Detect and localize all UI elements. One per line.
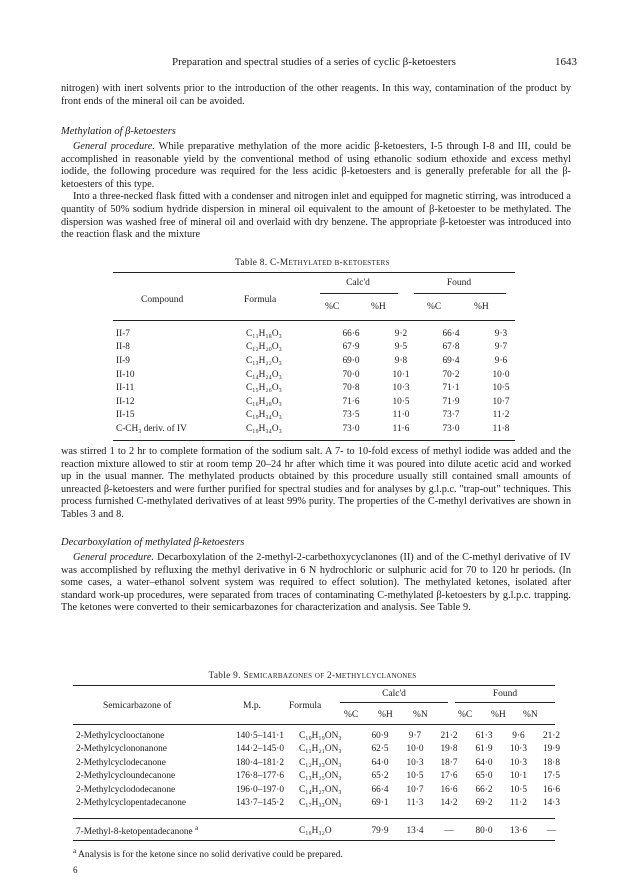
methylation-heading: Methylation of β-ketoesters xyxy=(61,126,176,137)
table-cell: 10·3 xyxy=(406,757,424,768)
table-cell: C₁₇H₃₃ON₃ xyxy=(299,798,342,809)
table-cell: C₁₁H₂₁ON₃ xyxy=(299,744,342,755)
table-cell: 2-Methylcyclopentadecanone xyxy=(76,798,186,809)
table-cell: 10·7 xyxy=(406,784,424,795)
table-9-top-rule xyxy=(73,685,555,686)
table-8-top-rule xyxy=(113,272,515,273)
table-cell: 19·8 xyxy=(440,744,458,755)
general-procedure-label: General procedure. xyxy=(73,141,155,152)
methylation-text: While preparative methylation of the more acidic β-ketoesters, I-5 through I-8 and III, could be accomplished in reasonable yield by the conventional method of using ethanolic sodium ethoxide and excess methyl iodide, the following procedure was required for the less acidic β-ketoesters and is generally preferable for all the β-ketoesters of this type. xyxy=(61,141,571,190)
table-cell: 69·1 xyxy=(371,798,389,809)
methylation-paragraph xyxy=(61,141,571,191)
table-cell: 14·3 xyxy=(542,798,561,809)
methylation-section xyxy=(61,125,571,242)
table-cell: 9·2 xyxy=(394,328,408,339)
table-row xyxy=(76,729,568,743)
table-cell: 2-Methylcyclononanone xyxy=(76,744,167,755)
table-cell: 17·6 xyxy=(440,771,458,782)
table-cell: 73·0 xyxy=(342,423,360,434)
table-cell: C₁₂H₂₀O₃ xyxy=(246,342,282,353)
table-cell: 10·3 xyxy=(509,757,528,768)
table-cell: 18·7 xyxy=(440,757,458,768)
table-9-number: Table 9. xyxy=(208,671,241,681)
table-cell: 144·2–145·0 xyxy=(236,744,285,755)
table-cell: 66·6 xyxy=(342,328,360,339)
table-cell: 10·5 xyxy=(392,396,410,407)
table-8-calc-h-head: %H xyxy=(371,302,386,312)
table-cell: C₁₆H₃₂O xyxy=(299,825,332,836)
table-cell: II-7 xyxy=(116,328,130,339)
table-cell: 17·5 xyxy=(542,771,561,782)
table-8-found-head: Found xyxy=(446,278,472,288)
table-cell: 9·6 xyxy=(512,730,525,741)
printer-mark: 6 xyxy=(73,865,78,875)
table-cell: 61·9 xyxy=(475,744,493,755)
table-8-caption xyxy=(0,257,625,269)
table-row xyxy=(116,381,516,395)
table-row xyxy=(116,395,516,409)
paragraph-top: nitrogen) with inert solvents prior to the introduction of the other reagents. In this way, contamination of the product by front ends of the mineral oil can be avoided. xyxy=(61,83,571,107)
table-9-bottom-rule xyxy=(73,840,555,841)
decarboxylation-text: Decarboxylation of the 2-methyl-2-carbethoxycyclanones (II) and of the C-methyl derivative of IV was accomplished by refluxing the methyl derivative in 6 N hydrochloric or sulphuric acid for 70 to 120 hr periods. (In some cases, a water–ethanol solvent system was required to effect solution). The methylated ketones, isolated after standard work-up procedures, were separated from traces of contaminating C-methylated β-ketoesters by g.l.p.c. trapping. The ketones were converted to their semicarbazones for characterization and analysis. See Table 9. xyxy=(61,552,571,614)
table-cell: 2-Methylcyclododecanone xyxy=(76,784,176,795)
table-cell: C-CH₃ deriv. of IV xyxy=(116,423,187,434)
table-8-head-rule xyxy=(113,320,515,321)
text-block-top xyxy=(61,83,571,108)
table-9-col-semicarbazone: Semicarbazone of xyxy=(103,701,172,711)
table-cell: 13·4 xyxy=(406,825,424,836)
table-row xyxy=(76,770,568,784)
table-cell: — xyxy=(444,825,454,836)
table-cell: 11·6 xyxy=(392,423,410,434)
table-cell: 143·7–145·2 xyxy=(236,798,285,809)
table-cell: 66·4 xyxy=(371,784,389,795)
table-8-col-formula: Formula xyxy=(244,295,277,305)
table-9-found-n-head: %N xyxy=(523,710,538,720)
table-cell: 73·5 xyxy=(342,410,360,421)
table-cell: 70·8 xyxy=(342,383,360,394)
table-cell: 11·3 xyxy=(406,798,424,809)
table-cell: C₁₄H₂₄O₃ xyxy=(246,369,282,380)
footnote-marker: a xyxy=(73,847,77,855)
table-row xyxy=(76,824,568,837)
running-title: Preparation and spectral studies of a series of cyclic β-ketoesters xyxy=(172,56,456,68)
table-cell: C₁₂H₂₃ON₃ xyxy=(299,757,342,768)
table-cell: 196·0–197·0 xyxy=(236,784,285,795)
table-cell: 7-Methyl-8-ketopentadecanone xyxy=(76,827,193,838)
table-cell: 18·8 xyxy=(542,757,561,768)
table-9-title: Semicarbazones of 2-methylcyclanones xyxy=(243,671,417,681)
table-cell: 9·7 xyxy=(494,342,508,353)
table-cell: 10·3 xyxy=(392,383,410,394)
table-9-footnote xyxy=(73,845,343,861)
table-cell xyxy=(236,824,299,837)
table-cell: II-9 xyxy=(116,355,130,366)
table-8-calcd-head: Calc'd xyxy=(346,278,370,288)
footnote-text: Analysis is for the ketone since no solid derivative could be prepared. xyxy=(76,850,343,861)
table-row xyxy=(116,368,516,382)
table-cell: 2-Methylcyclooctanone xyxy=(76,730,165,741)
table-cell: 71·1 xyxy=(442,383,460,394)
table-row xyxy=(116,327,516,341)
table-row xyxy=(76,743,568,757)
table-cell: 70·0 xyxy=(342,369,360,380)
table-cell: II-8 xyxy=(116,342,130,353)
table-row xyxy=(76,756,568,770)
table-cell: C₁₃H₂₂O₃ xyxy=(246,355,282,366)
table-cell: C₁₆H₂₈O₃ xyxy=(246,396,282,407)
table-8-bottom-rule xyxy=(113,440,515,441)
table-cell: 67·8 xyxy=(442,342,460,353)
table-cell: 11·2 xyxy=(492,410,510,421)
table-9-found-head: Found xyxy=(492,689,518,699)
table-cell: 11·2 xyxy=(510,798,527,809)
table-cell: 65·2 xyxy=(371,771,389,782)
table-row xyxy=(116,409,516,423)
table-9-calcd-rule xyxy=(340,702,448,703)
table-9-caption xyxy=(0,670,625,682)
table-8-title: C-Methylated β-ketoesters xyxy=(270,258,390,268)
table-cell: 2-Methylcyclodecanone xyxy=(76,757,166,768)
table-cell: 10·1 xyxy=(509,771,528,782)
table-cell: 10·5 xyxy=(406,771,424,782)
table-8-calc-c-head: %C xyxy=(325,302,340,312)
table-cell: 65·0 xyxy=(475,771,493,782)
table-cell: 69·0 xyxy=(342,355,360,366)
table-cell: 71·6 xyxy=(342,396,360,407)
table-row xyxy=(76,783,568,797)
table-cell: 14·2 xyxy=(440,798,458,809)
table-cell: 9·8 xyxy=(394,355,408,366)
table-9-calcd-head: Calc'd xyxy=(382,689,406,699)
table-cell: 19·9 xyxy=(542,744,561,755)
table-cell: 64·0 xyxy=(475,757,493,768)
table-cell: 10·0 xyxy=(492,369,510,380)
table-cell: 10·0 xyxy=(406,744,424,755)
table-cell: C₁₀H₁₉ON₃ xyxy=(299,730,342,741)
table-cell: C₁₅H₂₆O₃ xyxy=(246,383,282,394)
table-9-head-rule xyxy=(73,724,555,725)
table-cell: 9·3 xyxy=(494,328,508,339)
paragraph-after-table-8: was stirred 1 to 2 hr to complete formation of the sodium salt. A 7- to 10-fold excess of methyl iodide was added and the reaction mixture allowed to stir at room temp 20–24 hr after which time it was poured into dilute acetic acid and worked up in the usual manner. The methylated products obtained by this procedure usually still contained small amounts of unreacted β-ketoesters and were further purified for spectral studies and for analyses by g.l.p.c. "trap-out" techniques. This process furnished C-methylated derivatives of at least 99% purity. The properties of the C-methyl derivatives are shown in Tables 3 and 8. xyxy=(61,446,571,520)
table-cell: 180·4–181·2 xyxy=(236,757,285,768)
table-8-found-c-head: %C xyxy=(427,302,442,312)
table-cell: 71·9 xyxy=(442,396,460,407)
table-cell: 140·5–141·1 xyxy=(236,730,285,741)
table-9-col-mp: M.p. xyxy=(243,701,261,711)
table-9-col-formula: Formula xyxy=(289,701,322,711)
table-8-calcd-rule xyxy=(320,293,398,294)
table-cell: C₁₄H₂₇ON₃ xyxy=(299,784,342,795)
methylation-paragraph-2: Into a three-necked flask fitted with a condenser and nitrogen inlet and equipped for magnetic stirring, was introduced a quantity of 50% sodium hydride dispersion in mineral oil equivalent to the amount of β-ketoester to be methylated. The dispersion was washed free of mineral oil and overlaid with dry benzene. The appropriate β-ketoester was introduced into the reaction flask and the mixture xyxy=(61,191,571,241)
table-cell: 79·9 xyxy=(371,825,389,836)
decarboxylation-section xyxy=(61,536,571,615)
table-8 xyxy=(116,327,516,436)
table-cell: 69·2 xyxy=(475,798,493,809)
table-cell: 10·3 xyxy=(509,744,528,755)
table-cell: 21·2 xyxy=(542,730,561,741)
table-cell: 9·5 xyxy=(394,342,408,353)
decarboxylation-heading: Decarboxylation of methylated β-ketoesters xyxy=(61,537,245,548)
table-9-calc-n-head: %N xyxy=(413,710,428,720)
footnote-marker: a xyxy=(195,824,199,832)
table-cell: 2-Methylcycloundecanone xyxy=(76,771,176,782)
table-cell: 10·5 xyxy=(509,784,528,795)
table-cell: 67·9 xyxy=(342,342,360,353)
table-cell: 73·7 xyxy=(442,410,460,421)
table-row xyxy=(116,422,516,436)
table-row xyxy=(76,797,568,811)
table-cell: 60·9 xyxy=(371,730,389,741)
table-8-number: Table 8. xyxy=(235,258,268,268)
general-procedure-label-2: General procedure. xyxy=(73,552,154,563)
table-cell: 9·7 xyxy=(408,730,422,741)
text-block-middle xyxy=(61,446,571,522)
table-cell: 176·8–177·6 xyxy=(236,771,285,782)
table-cell: 21·2 xyxy=(440,730,458,741)
running-head xyxy=(0,55,625,69)
table-cell: 10·1 xyxy=(392,369,410,380)
table-cell: C₁₉H₃₄O₃ xyxy=(246,423,282,434)
table-cell: 10·7 xyxy=(492,396,510,407)
table-9-found-c-head: %C xyxy=(458,710,473,720)
table-cell xyxy=(76,824,236,837)
table-9 xyxy=(76,729,568,810)
table-cell: C₁₃H₂₅ON₃ xyxy=(299,771,342,782)
table-cell: 70·2 xyxy=(442,369,460,380)
table-cell: 11·0 xyxy=(392,410,410,421)
table-cell: 16·6 xyxy=(542,784,561,795)
table-cell: 9·6 xyxy=(494,355,508,366)
table-cell: 66·2 xyxy=(475,784,493,795)
decarboxylation-paragraph xyxy=(61,552,571,615)
table-9-extra xyxy=(76,824,568,837)
table-cell: II-15 xyxy=(116,410,135,421)
table-cell: — xyxy=(546,825,557,836)
table-cell: 10·5 xyxy=(492,383,510,394)
table-cell: 62·5 xyxy=(371,744,389,755)
table-row xyxy=(116,354,516,368)
table-cell: 66·4 xyxy=(442,328,460,339)
page-number: 1643 xyxy=(555,56,577,68)
table-8-col-compound: Compound xyxy=(141,295,184,305)
table-row xyxy=(116,341,516,355)
table-cell: 13·6 xyxy=(509,825,528,836)
table-9-calc-c-head: %C xyxy=(344,710,359,720)
table-cell: 69·4 xyxy=(442,355,460,366)
table-cell: II-10 xyxy=(116,369,135,380)
table-cell: 16·6 xyxy=(440,784,458,795)
table-cell: 73·0 xyxy=(442,423,460,434)
table-cell: II-12 xyxy=(116,396,135,407)
table-9-found-h-head: %H xyxy=(491,710,506,720)
table-cell: 64·0 xyxy=(371,757,389,768)
table-8-found-h-head: %H xyxy=(474,302,489,312)
table-9-mid-rule xyxy=(73,818,555,819)
table-cell: C₁₉H₃₄O₃ xyxy=(246,410,282,421)
table-9-calc-h-head: %H xyxy=(378,710,393,720)
table-cell: II-11 xyxy=(116,383,135,394)
table-cell: 80·0 xyxy=(475,825,493,836)
table-cell: 61·3 xyxy=(475,730,493,741)
table-8-found-rule xyxy=(414,293,506,294)
table-cell: 11·8 xyxy=(492,423,510,434)
table-cell: C₁₁H₁₈O₃ xyxy=(246,328,282,339)
table-9-found-rule xyxy=(455,702,555,703)
